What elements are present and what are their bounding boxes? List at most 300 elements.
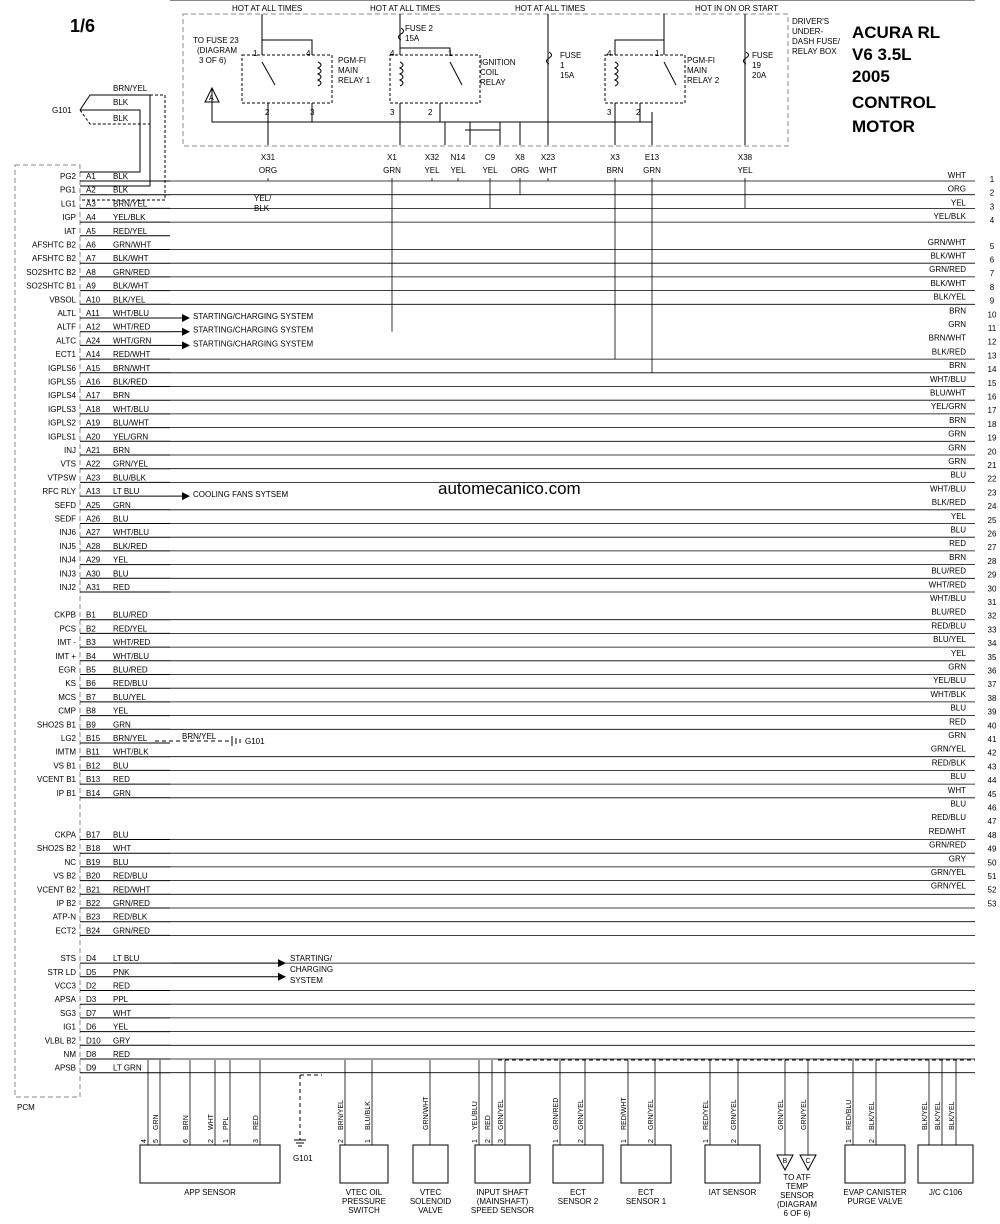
component-name: VTEC (419, 1188, 442, 1197)
right-wire-number: 45 (987, 789, 997, 799)
system-arrow-head (182, 492, 190, 500)
right-wire-color: GRN (948, 662, 966, 672)
right-wire-color: BLK/RED (931, 347, 966, 357)
component-box (340, 1145, 388, 1183)
pcm-pin-id: B11 (86, 747, 100, 757)
pcm-pin-id: B12 (86, 761, 101, 771)
pcm-signal-label: NC (64, 857, 76, 867)
pcm-signal-label: AFSHTC B2 (31, 254, 76, 264)
g101-label: G101 (52, 106, 72, 115)
pcm-wire-color: GRN/YEL (113, 459, 149, 469)
pcm-signal-label: SG3 (59, 1008, 76, 1018)
svg-text:2: 2 (636, 108, 641, 117)
right-wire-color: RED/BLK (931, 758, 966, 768)
atf-pin-letter: B (782, 1158, 788, 1165)
title-line: V6 3.5L (852, 45, 912, 64)
fuse23-label: TO FUSE 23 (193, 36, 239, 45)
right-wire-color: RED/WHT (928, 826, 966, 836)
right-wire-number: 36 (987, 666, 997, 676)
pcm-wire-color: GRN (113, 720, 131, 730)
right-wire-color: BRN (949, 306, 966, 316)
right-wire-color: BLK/YEL (933, 292, 966, 302)
right-wire-color: WHT (947, 785, 966, 795)
component-name: SENSOR 2 (557, 1197, 599, 1206)
right-wire-color: GRN (948, 429, 966, 439)
fuse23-label: 3 OF 6) (199, 56, 227, 65)
right-wire-color: BLU/WHT (930, 388, 966, 398)
right-wire-color: RED/BLU (931, 621, 966, 631)
pcm-wire-color: RED/BLK (113, 912, 148, 922)
right-wire-color: WHT/BLU (930, 594, 966, 603)
pcm-signal-label: INJ4 (59, 555, 76, 565)
pcm-signal-label: VTPSW (47, 473, 76, 483)
top-connector-id: X23 (540, 153, 556, 162)
right-wire-color: BLU/RED (931, 607, 966, 617)
component-pin-color: GRN/YEL (648, 1099, 655, 1130)
right-wire-color: WHT/BLK (930, 689, 966, 699)
fuse1-label: 1 (560, 61, 565, 70)
svg-text:G101: G101 (293, 1154, 313, 1163)
power-header: HOT AT ALL TIMES (515, 4, 586, 13)
right-wire-color: YEL/GRN (930, 402, 966, 412)
pcm-signal-label: IP B2 (56, 899, 76, 908)
pcm-signal-label: IMT - (57, 638, 76, 648)
right-wire-number: 52 (987, 885, 997, 895)
right-wire-number: 2 (989, 188, 995, 198)
component-pin-color: BRN (183, 1115, 190, 1130)
right-wire-number: 34 (987, 639, 997, 649)
pcm-pin-id: B3 (86, 638, 96, 648)
system-arrow-head (182, 314, 190, 322)
g101-wire-label: BRN/YEL (113, 84, 148, 93)
right-wire-color: GRN/RED (929, 840, 966, 850)
ign-relay-label: RELAY (480, 78, 506, 87)
right-wire-color: RED (949, 717, 966, 727)
component-pin-number: 1 (472, 1139, 479, 1143)
right-wire-number: 38 (987, 693, 997, 703)
right-wire-color: GRN (948, 457, 966, 466)
pcm-wire-color: BRN (113, 391, 130, 401)
pcm-pin-id: B21 (86, 885, 101, 895)
pcm-pin-id: D5 (86, 967, 97, 977)
relay2-label: RELAY 2 (687, 76, 720, 85)
pcm-wire-color: BLK/RED (113, 541, 148, 551)
component-pin-number: 2 (338, 1139, 345, 1143)
pcm-signal-label: SEFD (54, 500, 76, 510)
pcm-signal-label: VCC3 (54, 981, 76, 991)
pcm-signal-label: IP B1 (56, 788, 76, 798)
pcm-wire-color: WHT/BLU (113, 404, 149, 414)
svg-text:BRN/YEL: BRN/YEL (182, 732, 217, 741)
pcm-wire-color: LT BLU (113, 954, 140, 964)
pcm-pin-id: A26 (86, 514, 101, 524)
right-wire-number: 13 (987, 351, 997, 361)
right-wire-number: 47 (987, 817, 997, 827)
pcm-signal-label: SO2SHTC B2 (26, 267, 76, 277)
bottom-g101 (293, 1075, 322, 1163)
pcm-wire-color: WHT/BLU (113, 309, 149, 318)
fuse1-label: 15A (560, 71, 575, 80)
right-wire-number: 5 (989, 241, 995, 251)
fuse2-label: 15A (405, 34, 420, 43)
system-arrow-label: STARTING/ (290, 954, 332, 964)
pcm-pin-id: B1 (86, 610, 96, 620)
system-arrow-head (182, 328, 190, 336)
pcm-pin-id: A15 (86, 363, 101, 373)
component-pin-color: BLK/YEL (935, 1101, 942, 1130)
pcm-pin-id: D10 (86, 1036, 101, 1046)
component-pin-number: 1 (621, 1139, 628, 1143)
top-connector-id: X38 (737, 153, 753, 162)
component-pin-number: 3 (498, 1139, 505, 1143)
pcm-wire-color: RED/WHT (113, 350, 151, 360)
pcm-pin-id: A20 (86, 432, 101, 442)
component-name: PRESSURE (341, 1197, 387, 1206)
pcm-wire-color: RED (113, 981, 130, 991)
right-wire-color: GRN (948, 731, 966, 740)
component-pin-number: 2 (208, 1139, 215, 1143)
pcm-pin-id: A2 (86, 185, 96, 195)
pcm-wire-color: WHT/GRN (113, 336, 152, 346)
pcm-pin-id: B18 (86, 844, 101, 854)
pcm-pin-id: A21 (86, 446, 101, 455)
pcm-pin-id: A4 (86, 213, 96, 223)
right-wire-color: BLK/WHT (930, 251, 966, 261)
pcm-pin-id: D7 (86, 1008, 97, 1018)
system-arrow-head (278, 973, 286, 981)
pcm-wire-color: BLK (113, 172, 129, 181)
pcm-wire-color: BLK/YEL (113, 295, 146, 305)
fuse23-label: (DIAGRAM (197, 46, 237, 55)
pcm-wire-color: GRN/RED (113, 899, 150, 908)
component-name: SENSOR (780, 1191, 814, 1200)
right-wire-number: 51 (987, 872, 997, 881)
pcm-signal-label: CMP (58, 706, 76, 716)
pcm-signal-label: IAT (64, 226, 76, 236)
right-wire-color: BLU/YEL (933, 635, 966, 645)
pcm-wire-color: WHT/RED (113, 322, 151, 332)
component-box (140, 1145, 280, 1183)
pcm-pin-id: A23 (86, 473, 101, 483)
top-connector-id: E13 (644, 153, 660, 162)
component-name: (MAINSHAFT) (476, 1197, 529, 1206)
pcm-signal-label: ATP-N (52, 912, 76, 922)
component-pin-number: 5 (153, 1139, 160, 1143)
component-name: TEMP (785, 1182, 809, 1191)
system-arrow-label: COOLING FANS SYTSEM (193, 490, 289, 500)
component-pin-color: RED (253, 1115, 260, 1130)
component-name: INPUT SHAFT (476, 1188, 529, 1197)
component-pin-color: BLK/YEL (869, 1101, 876, 1130)
pcm-wire-color: GRN/RED (113, 926, 150, 936)
pcm-signal-label: VCENT B1 (37, 775, 76, 785)
component-pin-number: 1 (365, 1139, 372, 1143)
right-wire-number: 14 (987, 365, 997, 375)
right-wire-color: YEL (950, 198, 966, 208)
right-wire-number: 28 (987, 556, 997, 566)
right-wire-color: YEL/BLK (933, 212, 966, 222)
right-wire-number: 41 (987, 735, 997, 744)
pcm-wire-color: BLU (113, 569, 129, 579)
watermark: automecanico.com (438, 479, 581, 498)
right-wire-number: 29 (987, 570, 997, 580)
pcm-signal-label: IMT + (55, 651, 76, 661)
right-wire-color: BRN (949, 361, 966, 371)
pcm-wire-color: RED/YEL (113, 226, 148, 236)
pcm-pins (26, 172, 333, 1073)
right-wire-color: GRN (948, 443, 966, 453)
pcm-pin-id: B6 (86, 679, 96, 689)
right-wire-number: 4 (989, 216, 995, 226)
right-wire-color: WHT/BLU (930, 374, 966, 384)
component-name: EVAP CANISTER (843, 1188, 907, 1197)
pcm-wire-color: RED (113, 583, 130, 592)
pcm-signal-label: INJ (64, 446, 76, 455)
yel-blk-label: YEL/ (254, 194, 272, 203)
right-wire-number: 10 (987, 310, 997, 320)
component-name: VALVE (418, 1206, 443, 1215)
top-connector-wire: BRN (606, 166, 624, 175)
pcm-wire-color: WHT (113, 1008, 132, 1018)
pcm-signal-label: INJ5 (59, 541, 76, 551)
pcm-signal-label: IGP (62, 213, 76, 223)
pcm-wire-color: GRN (113, 500, 131, 510)
pcm-pin-id: A3 (86, 199, 96, 209)
pcm-signal-label: STR LD (47, 967, 76, 977)
pcm-signal-label: SEDF (54, 514, 76, 524)
component-pin-color: BLU/BLK (365, 1101, 372, 1130)
pcm-pin-id: B17 (86, 830, 101, 840)
component-box (705, 1145, 760, 1183)
top-connector-wire: GRN (383, 166, 401, 175)
pcm-pin-id: B8 (86, 706, 96, 716)
pcm-signal-label: APSA (54, 995, 76, 1005)
right-wire-number: 53 (987, 899, 997, 909)
svg-text:3: 3 (310, 108, 315, 117)
pcm-pin-id: B2 (86, 624, 96, 634)
pcm-pin-id: A10 (86, 295, 101, 305)
pcm-label: PCM (17, 1103, 35, 1112)
right-wire-number: 9 (989, 296, 995, 306)
pcm-wire-color: YEL (113, 706, 129, 716)
pcm-wire-color: YEL (113, 555, 129, 565)
top-connector-id: X32 (424, 153, 440, 162)
component-name: SOLENOID (409, 1197, 452, 1206)
pcm-pin-id: A25 (86, 500, 101, 510)
right-wire-number: 37 (987, 680, 997, 690)
relay2-label: MAIN (687, 66, 707, 75)
pcm-signal-label: ECT2 (55, 926, 76, 936)
pcm-pin-id: B5 (86, 665, 96, 675)
ign-relay-label: COIL (480, 68, 499, 77)
pcm-pin-id: B14 (86, 788, 101, 798)
component-pin-color: BRN/YEL (338, 1100, 345, 1130)
title-line: 2005 (852, 67, 890, 86)
system-arrow-head (182, 341, 190, 349)
right-wire-number: 7 (989, 269, 995, 279)
right-wire-color: YEL (950, 648, 966, 658)
system-arrow-label: STARTING/CHARGING SYSTEM (193, 325, 314, 335)
pcm-pin-id: D4 (86, 954, 97, 964)
right-wire-number: 30 (987, 584, 997, 594)
pcm-wire-color: WHT/BLU (113, 528, 149, 538)
pcm-signal-label: IGPLS3 (47, 404, 76, 414)
right-wire-color: GRN/YEL (930, 744, 966, 754)
pcm-signal-label: ECT1 (55, 350, 76, 360)
right-wire-number: 1 (989, 175, 995, 184)
right-wire-number: 23 (987, 488, 997, 498)
pcm-signal-label: SHO2S B2 (36, 844, 76, 854)
pcm-pin-id: B23 (86, 912, 101, 922)
b15-ground (155, 732, 265, 746)
component-pin-color: RED/BLU (846, 1099, 853, 1130)
component-pin-number: 2 (731, 1139, 738, 1143)
right-wire-color: YEL (950, 511, 966, 521)
fuse-box-label: DRIVER'S (792, 17, 830, 26)
right-wire-number: 8 (989, 282, 995, 292)
pcm-wire-color: RED (113, 775, 130, 785)
pcm-pin-id: A11 (86, 309, 100, 318)
pcm-signal-label: INJ6 (59, 528, 76, 538)
page-number: 1/6 (70, 16, 96, 36)
pcm-pin-id: D3 (86, 995, 97, 1005)
svg-text:1: 1 (253, 49, 258, 58)
pcm-pin-id: B20 (86, 871, 101, 881)
pcm-wire-color: BLU/RED (113, 665, 148, 675)
pcm-pin-id: A8 (86, 267, 96, 277)
right-wire-color: WHT (947, 171, 966, 180)
component-pin-number: 1 (223, 1139, 230, 1143)
fuse-box-pin-numbers (253, 49, 660, 117)
component-pin-number: 1 (553, 1139, 560, 1143)
pcm-wire-color: RED/YEL (113, 624, 148, 634)
fuse23-ref-letter: A (209, 95, 214, 102)
pcm-wire-color: BLK (113, 185, 129, 195)
svg-text:G101: G101 (245, 737, 265, 746)
pcm-signal-label: IGPLS2 (47, 418, 76, 428)
pcm-signal-label: IMTM (55, 747, 76, 757)
pcm-wire-color: BRN/WHT (113, 363, 151, 373)
component-name: APP SENSOR (184, 1188, 236, 1197)
component-pin-color: GRN/YEL (778, 1099, 785, 1130)
right-wire-number: 44 (987, 776, 997, 786)
pcm-wire-color: GRY (113, 1036, 131, 1046)
pcm-wire-color: RED (113, 1050, 130, 1059)
svg-text:2: 2 (428, 108, 433, 117)
svg-text:1: 1 (448, 49, 453, 58)
pcm-pin-id: B24 (86, 926, 101, 936)
right-wire-color: BLU (950, 703, 966, 713)
right-wire-number: 15 (987, 378, 997, 388)
right-wire-number: 16 (987, 392, 997, 402)
top-connectors (259, 153, 753, 175)
pcm-signal-label: ALTF (57, 322, 76, 332)
component-pin-number: 3 (253, 1139, 260, 1143)
right-wire-number: 48 (987, 830, 997, 840)
pcm-wire-color: PPL (113, 995, 129, 1005)
power-header: HOT IN ON OR START (695, 4, 779, 13)
pcm-wire-color: BLU (113, 830, 129, 840)
component-pin-color: GRN/YEL (498, 1099, 505, 1130)
pcm-signal-label: INJ2 (59, 583, 76, 592)
right-wire-color: GRN/RED (929, 265, 966, 275)
component-pin-color: RED/YEL (703, 1100, 710, 1130)
right-wires (170, 0, 997, 1073)
top-connector-wire: GRN (643, 166, 661, 175)
bottom-components (140, 1060, 973, 1218)
pcm-pin-id: A14 (86, 350, 101, 360)
right-wire-color: BLU (950, 525, 966, 535)
pcm-pin-id: B13 (86, 775, 101, 785)
component-pin-color: BLK/YEL (922, 1101, 929, 1130)
component-name: ECT (638, 1188, 654, 1197)
pcm-pin-id: A19 (86, 418, 101, 428)
right-wire-color: WHT/BLU (930, 484, 966, 494)
right-wire-color: BRN (949, 415, 966, 425)
component-box (918, 1145, 973, 1183)
component-name: SWITCH (348, 1206, 380, 1215)
pcm-wire-color: LT GRN (113, 1063, 142, 1073)
component-pin-color: GRN/WHT (423, 1096, 430, 1130)
component-pin-color: RED (485, 1115, 492, 1130)
right-wire-color: GRY (948, 854, 966, 864)
yel-blk-label: BLK (254, 204, 270, 213)
pcm-pin-id: B19 (86, 857, 101, 867)
pcm-wire-color: LT BLU (113, 487, 140, 497)
fuse1-label: FUSE (560, 51, 582, 60)
g101-wires (80, 95, 165, 200)
pcm-wire-color: WHT/BLU (113, 651, 149, 661)
ign-relay-box (390, 55, 480, 103)
right-wire-number: 46 (987, 803, 997, 813)
pcm-pin-id: D6 (86, 1022, 97, 1032)
pcm-pin-id: A16 (86, 377, 101, 387)
top-connector-wire: YEL (450, 166, 466, 175)
pcm-pin-id: B22 (86, 899, 101, 908)
right-wire-color: BRN (949, 552, 966, 562)
component-pin-color: BLK/YEL (949, 1101, 956, 1130)
pcm-wire-color: YEL (113, 1022, 129, 1032)
pcm-signal-label: STS (60, 954, 76, 964)
pcm-signal-label: LG2 (60, 734, 76, 743)
pcm-signal-label: SO2SHTC B1 (26, 281, 76, 291)
pcm-signal-label: PG2 (59, 172, 76, 181)
svg-text:3: 3 (607, 108, 612, 117)
component-box (553, 1145, 603, 1183)
pcm-signal-label: AFSHTC B2 (31, 240, 76, 250)
component-box (621, 1145, 671, 1183)
component-pin-number: 1 (846, 1139, 853, 1143)
g101-wire-label: BLK (113, 98, 129, 107)
top-connector-wire: WHT (538, 166, 558, 175)
component-pin-color: GRN/YEL (731, 1099, 738, 1130)
right-wire-number: 12 (987, 337, 997, 347)
pcm-wire-color: WHT/BLK (113, 747, 149, 757)
pcm-pin-id: B15 (86, 734, 101, 743)
pcm-pin-id: A31 (86, 583, 101, 592)
ign-relay-label: IGNITION (480, 58, 516, 67)
top-connector-id: X3 (610, 153, 620, 162)
component-pin-color: GRN (153, 1114, 160, 1130)
component-name: (DIAGRAM (777, 1200, 817, 1209)
component-box (413, 1145, 448, 1183)
right-wire-color: BLK/RED (931, 498, 966, 508)
fuse-box-label: DASH FUSE/ (792, 37, 841, 46)
pcm-pin-id: A28 (86, 541, 101, 551)
pcm-pin-id: A24 (86, 336, 101, 346)
fuse-box-label: UNDER- (792, 27, 824, 36)
component-pin-number: 6 (183, 1139, 190, 1143)
